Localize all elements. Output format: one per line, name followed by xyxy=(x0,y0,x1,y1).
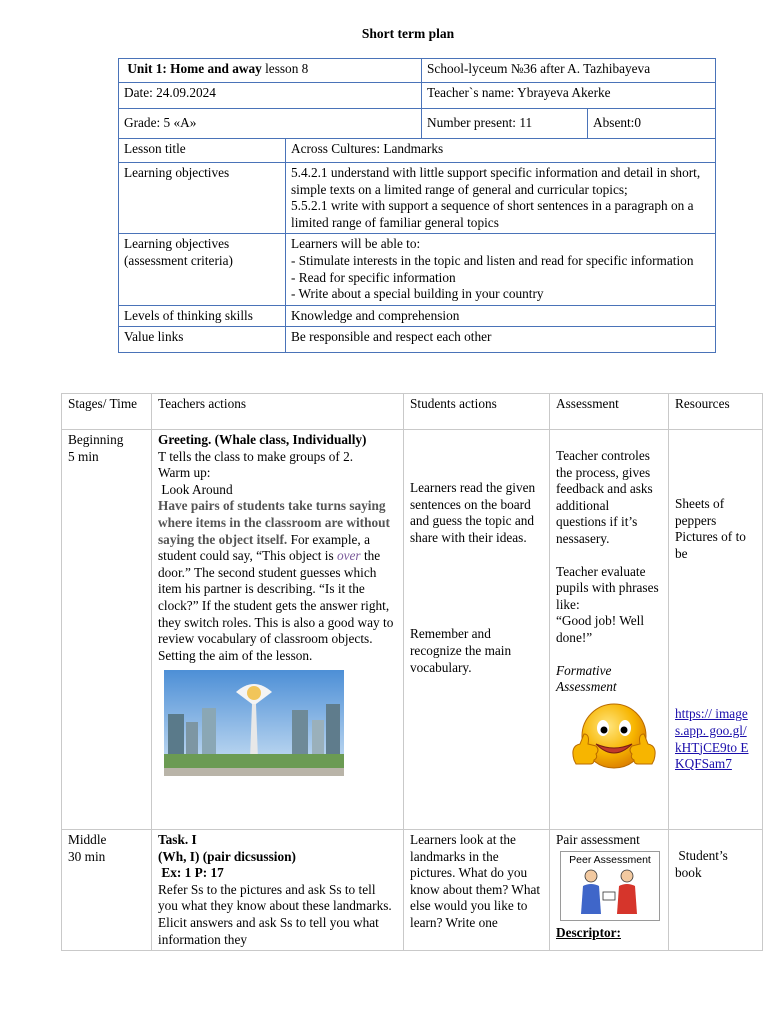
header-resources: Resources xyxy=(669,394,763,430)
header-assessment: Assessment xyxy=(550,394,669,430)
middle-resources-text: Student’s book xyxy=(675,848,732,880)
pair-assessment-label: Pair assessment xyxy=(556,832,640,847)
resources-materials: Sheets of peppers Pictures of to be xyxy=(675,496,746,561)
header-stages: Stages/ Time xyxy=(62,394,152,430)
beginning-students-actions xyxy=(404,430,550,830)
middle-students-text: Learners look at the landmarks in the pictures. What do you know about them? What else would you like to learn? Write one xyxy=(410,832,541,930)
absent-cell: Absent:0 xyxy=(588,109,716,139)
date-cell: Date: 24.09.2024 xyxy=(119,83,422,109)
header-students: Students actions xyxy=(404,394,550,430)
values-label: Value links xyxy=(119,327,286,353)
students-activity-2: Remember and recognize the main vocabulary. xyxy=(410,626,512,675)
beginning-label: Beginning xyxy=(68,432,124,447)
present-cell: Number present: 11 xyxy=(422,109,588,139)
example-start: For example, a student could say, “This object is xyxy=(158,531,370,564)
thinking-value: Knowledge and comprehension xyxy=(286,305,716,327)
formative-assessment-label: Formative Assessment xyxy=(556,662,617,695)
middle-assessment xyxy=(550,830,669,951)
lesson-plan-table xyxy=(61,393,763,951)
school-cell: School-lyceum №36 after A. Tazhibayeva xyxy=(422,59,716,83)
two-people-icon xyxy=(561,866,657,918)
criteria-line-3: - Read for specific information xyxy=(291,269,456,285)
peer-assessment-image xyxy=(560,851,660,921)
beginning-time: 5 min xyxy=(68,448,99,464)
criteria-label-line-2: (assessment criteria) xyxy=(124,252,233,268)
criteria-line-1: Learners will be able to: xyxy=(291,236,421,252)
task-mode: (Wh, I) (pair dicsussion) xyxy=(158,848,296,864)
lesson-info-table xyxy=(118,58,716,353)
students-activity-1: Learners read the given sentences on the board and guess the topic and share with their ideas. xyxy=(410,480,536,545)
middle-time: 30 min xyxy=(68,848,106,864)
resources-link[interactable]: https:// images.app. goo.gl/ kHTjCE9to EKQFSam7 xyxy=(675,706,749,772)
middle-students-actions xyxy=(404,830,550,951)
page-title: Short term plan xyxy=(361,26,455,41)
criteria-label xyxy=(119,234,286,305)
landmark-tower-image xyxy=(164,670,344,776)
middle-teacher-text: Refer Ss to the pictures and ask Ss to tell you what they know about these landmarks. Elicit answers and ask Ss to tell you what information they xyxy=(158,881,392,947)
unit-cell xyxy=(119,59,422,83)
middle-teacher-actions xyxy=(152,830,404,951)
objectives-label: Learning objectives xyxy=(119,163,286,234)
beginning-stage xyxy=(62,430,152,830)
descriptor-label: Descriptor: xyxy=(556,924,621,940)
unit-label: Unit 1: Home and away xyxy=(127,61,262,76)
warm-up-description xyxy=(158,498,397,647)
smiley-thumbs-up-icon xyxy=(566,698,662,782)
criteria-line-2: - Stimulate interests in the topic and listen and read for specific information xyxy=(291,252,694,268)
warm-up-label: Warm up: xyxy=(158,465,211,481)
look-around-label: Look Around xyxy=(158,481,233,497)
grade-cell: Grade: 5 «A» xyxy=(119,109,422,139)
middle-resources xyxy=(669,830,763,951)
objective-1: 5.4.2.1 understand with little support specific information and detail in short, simple texts on a limited range of general and curricular topics; xyxy=(291,165,701,197)
criteria-cell xyxy=(286,234,716,305)
middle-label: Middle xyxy=(68,832,107,847)
lesson-number: lesson 8 xyxy=(261,61,309,76)
peer-assessment-caption: Peer Assessment xyxy=(569,853,651,866)
groups-instruction: T tells the class to make groups of 2. xyxy=(158,448,354,464)
assessment-text-3: “Good job! Well done!” xyxy=(556,613,645,645)
example-emphasis: over xyxy=(336,548,361,564)
thinking-label: Levels of thinking skills xyxy=(119,305,286,327)
criteria-line-4: - Write about a special building in your country xyxy=(291,286,544,302)
lesson-aim: Setting the aim of the lesson. xyxy=(158,647,313,663)
assessment-text-2: Teacher evaluate pupils with phrases like: xyxy=(556,563,659,612)
header-teachers: Teachers actions xyxy=(152,394,404,430)
greeting-heading: Greeting. (Whale class, Individually) xyxy=(158,432,367,447)
objectives-cell xyxy=(286,163,716,234)
activity-instruction: Have pairs of students take turns saying where items in the classroom are without saying the object itself. xyxy=(158,498,390,547)
example-end: the door.” The second student guesses which item his partner is describing. “Is it the clock?” If the student gets the answer right, they switch roles. This is also a good way to review vocabulary of classroom objects. xyxy=(158,548,394,647)
beginning-resources xyxy=(669,430,763,830)
teacher-cell: Teacher`s name: Ybrayeva Akerke xyxy=(422,83,716,109)
objective-2: 5.5.2.1 write with support a sequence of short sentences in a paragraph on a limited range of familiar general topics xyxy=(291,198,694,230)
lesson-title-label: Lesson title xyxy=(119,139,286,163)
task-heading: Task. I xyxy=(158,832,197,847)
assessment-text-1: Teacher controles the process, gives feedback and asks additional questions if it’s nessasery. xyxy=(556,448,653,546)
lesson-title-value: Across Cultures: Landmarks xyxy=(286,139,716,163)
exercise-reference: Ex: 1 P: 17 xyxy=(158,865,224,881)
middle-stage xyxy=(62,830,152,951)
beginning-assessment xyxy=(550,430,669,830)
beginning-teacher-actions xyxy=(152,430,404,830)
criteria-label-line-1: Learning objectives xyxy=(124,236,230,252)
values-value: Be responsible and respect each other xyxy=(286,327,716,353)
